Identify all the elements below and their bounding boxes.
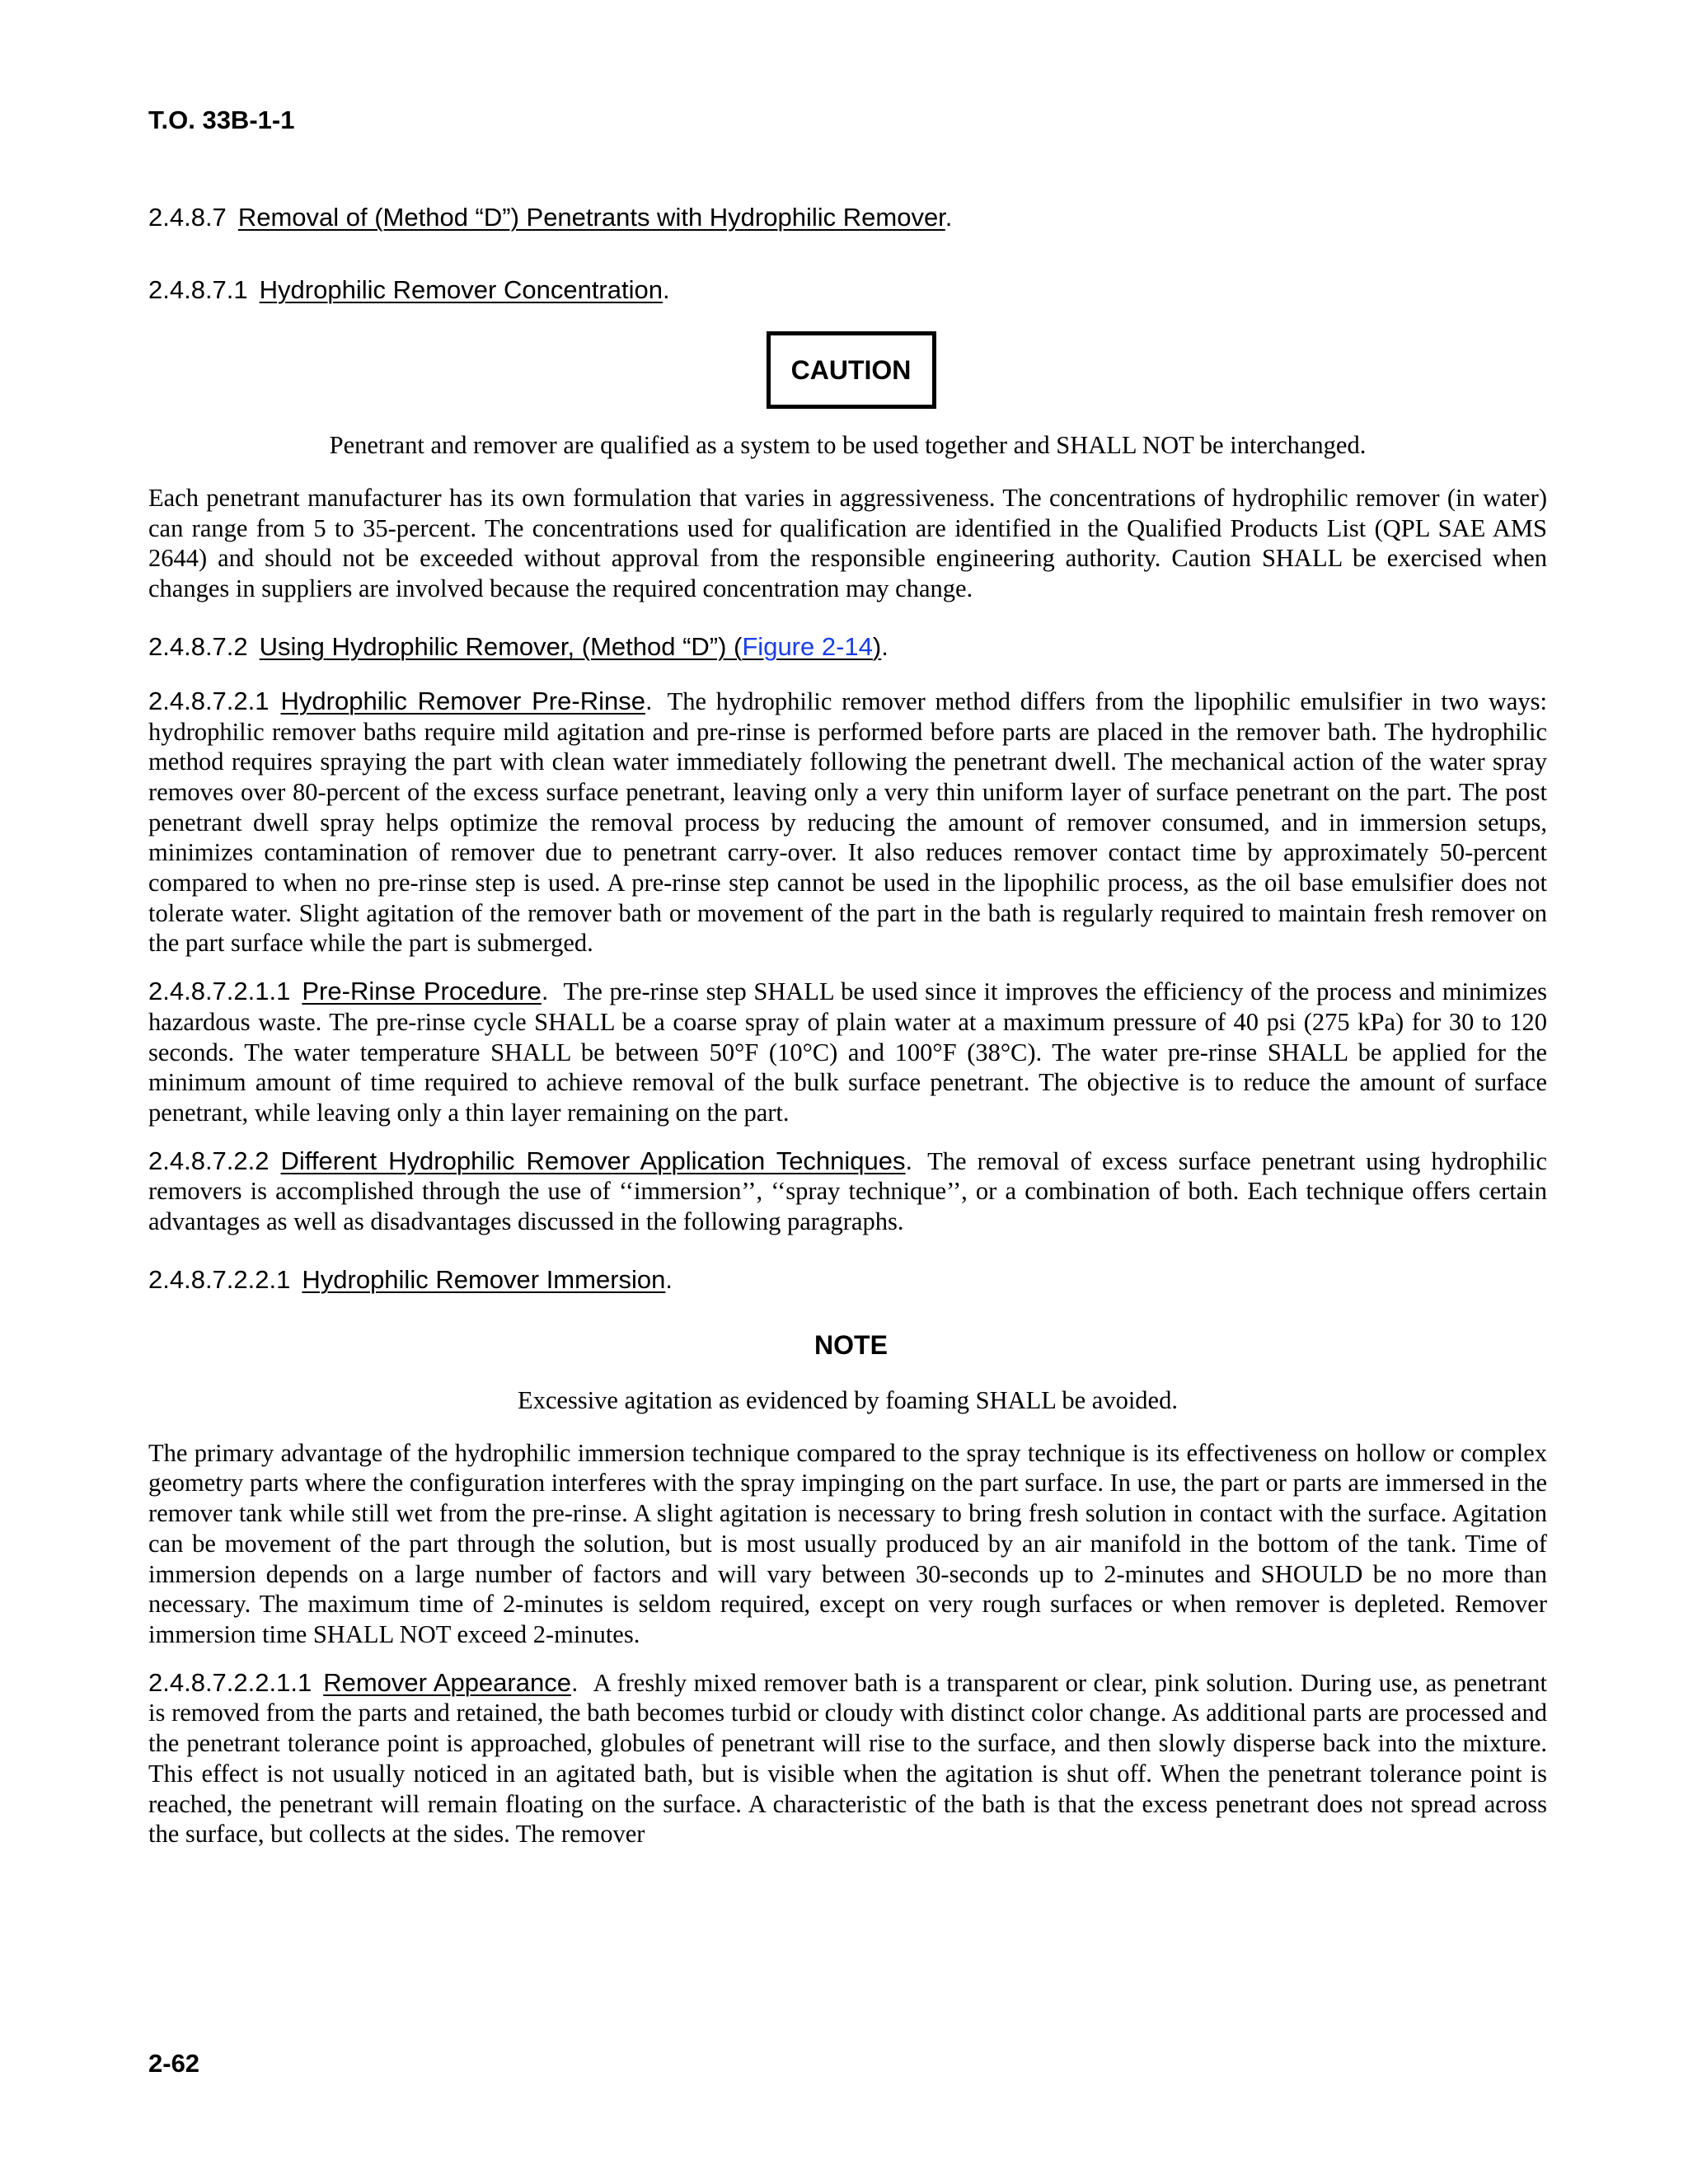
note-label: NOTE (814, 1329, 888, 1360)
paragraph-pre-rinse (148, 687, 1547, 958)
section-title-period: . (665, 1264, 673, 1294)
section-title: Hydrophilic Remover Immersion (302, 1264, 666, 1294)
section-number: 2.4.8.7.2.2.1 (148, 1264, 291, 1294)
section-heading-2-4-8-7-2 (148, 630, 1547, 663)
section-title-period: . (881, 631, 889, 661)
section-number: 2.4.8.7.1 (148, 275, 248, 304)
section-title: Removal of (Method “D”) Penetrants with Hydrophilic Remover (237, 203, 945, 232)
paragraph-concentration: Each penetrant manufacturer has its own formulation that varies in aggressiveness. The concentrations of hydrophilic remover (in water) can range from 5 to 35-percent. The concentrations used for qualification are identified in the Qualified Products List (QPL SAE AMS 2644) and should not be exceeded without approval from the responsible engineering authority. Caution SHALL be exercised when changes in suppliers are involved because the required concentration may change. (148, 484, 1547, 603)
paragraph-pre-rinse-procedure (148, 977, 1547, 1128)
note-text: Excessive agitation as evidenced by foaming SHALL be avoided. (518, 1385, 1178, 1414)
section-title: Hydrophilic Remover Pre-Rinse (280, 686, 645, 715)
section-number: 2.4.8.7.2.1.1 (148, 977, 291, 1006)
page-number: 2-62 (148, 2049, 200, 2078)
paragraph-body: The removal of excess surface penetrant using hydrophilic removers is accomplished through the use of ‘‘immersion’’, ‘‘spray technique’’, or a combination of both. Each technique offers certain advantages as well as disadvantages discussed in the following paragraphs. (148, 1146, 1547, 1236)
caution-text: Penetrant and remover are qualified as a system to be used together and SHALL NOT be interchanged. (329, 431, 1367, 459)
section-heading-2-4-8-7 (148, 201, 1547, 234)
document-page (148, 97, 1547, 1849)
section-title-period: . (541, 977, 549, 1006)
section-title-period: . (945, 203, 953, 232)
section-title: Different Hydrophilic Remover Application Techniques (280, 1146, 906, 1175)
section-number: 2.4.8.7.2.2.1.1 (148, 1667, 312, 1697)
section-title: Hydrophilic Remover Concentration (259, 275, 663, 304)
section-number: 2.4.8.7 (148, 203, 227, 232)
document-id: T.O. 33B-1-1 (148, 105, 295, 134)
section-title-period: . (662, 275, 670, 304)
section-heading-2-4-8-7-2-2-1 (148, 1263, 1547, 1296)
section-heading-2-4-8-7-1 (148, 274, 1547, 307)
section-title: Pre-Rinse Procedure (302, 977, 542, 1006)
paragraph-remover-appearance (148, 1668, 1547, 1849)
caution-label: CAUTION (767, 331, 936, 409)
section-number: 2.4.8.7.2 (148, 631, 248, 661)
section-number: 2.4.8.7.2.1 (148, 686, 270, 715)
section-number: 2.4.8.7.2.2 (148, 1146, 270, 1175)
figure-link[interactable]: Figure 2-14 (742, 631, 873, 661)
paragraph-immersion: The primary advantage of the hydrophilic immersion technique compared to the spray technique is its effectiveness on hollow or complex geometry parts where the configuration interferes with the spray impinging on the part surface. In use, the part or parts are immersed in the remover tank while still wet from the pre-rinse. A slight agitation is necessary to bring fresh solution in contact with the surface. Agitation can be movement of the part through the solution, but is most usually produced by an air manifold in the bottom of the tank. Time of immersion depends on a large number of factors and will vary between 30-seconds up to 2-minutes and SHOULD be no more than necessary. The maximum time of 2-minutes is seldom required, except on very rough surfaces or when remover is depleted. Remover immersion time SHALL NOT exceed 2-minutes. (148, 1438, 1547, 1648)
caution-block (148, 331, 1547, 409)
paragraph-body: The pre-rinse step SHALL be used since it improves the efficiency of the process and minimizes hazardous waste. The pre-rinse cycle SHALL be a coarse spray of plain water at a maximum pressure of 40 psi (275 kPa) for 30 to 120 seconds. The water temperature SHALL be between 50°F (10°C) and 100°F (38°C). The water pre-rinse SHALL be applied for the minimum amount of time required to achieve removal of the bulk surface penetrant. The objective is to reduce the amount of surface penetrant, while leaving only a thin layer remaining on the part. (148, 977, 1547, 1127)
section-title: Remover Appearance (323, 1667, 571, 1697)
paragraph-body: A freshly mixed remover bath is a transparent or clear, pink solution. During use, as penetrant is removed from the parts and retained, the bath becomes turbid or cloudy with distinct color change. As additional parts are processed and the penetrant tolerance point is approached, globules of penetrant will rise to the surface, and then slowly disperse back into the mixture. This effect is not usually noticed in an agitated bath, but is visible when the agitation is shut off. When the penetrant tolerance point is reached, the penetrant will remain floating on the surface. A characteristic of the bath is that the excess penetrant does not spread across the surface, but collects at the sides. The remover (148, 1668, 1547, 1849)
section-title-period: . (645, 686, 653, 715)
section-title-period: . (905, 1146, 913, 1175)
paragraph-application-techniques (148, 1146, 1547, 1237)
section-title-period: . (570, 1667, 579, 1697)
section-title: Using Hydrophilic Remover, (Method “D”) ( (259, 631, 743, 661)
section-title-close: ) (872, 631, 882, 661)
paragraph-body: The hydrophilic remover method differs from the lipophilic emulsifier in two ways: hydrophilic remover baths require mild agitation and pre-rinse is performed before parts are placed in the remover bath. The hydrophilic method requires spraying the part with clean water immediately following the penetrant dwell. The mechanical action of the water spray removes over 80-percent of the excess surface penetrant, leaving only a very thin uniform layer of surface penetrant on the part. The post penetrant dwell spray helps optimize the removal process by reducing the amount of remover consumed, and in immersion setups, minimizes contamination of remover due to penetrant carry-over. It also reduces remover contact time by approximately 50-percent compared to when no pre-rinse step is used. A pre-rinse step cannot be used in the lipophilic process, as the oil base emulsifier does not tolerate water. Slight agitation of the remover bath or movement of the part in the bath is regularly required to maintain fresh remover on the part surface while the part is submerged. (148, 687, 1547, 958)
